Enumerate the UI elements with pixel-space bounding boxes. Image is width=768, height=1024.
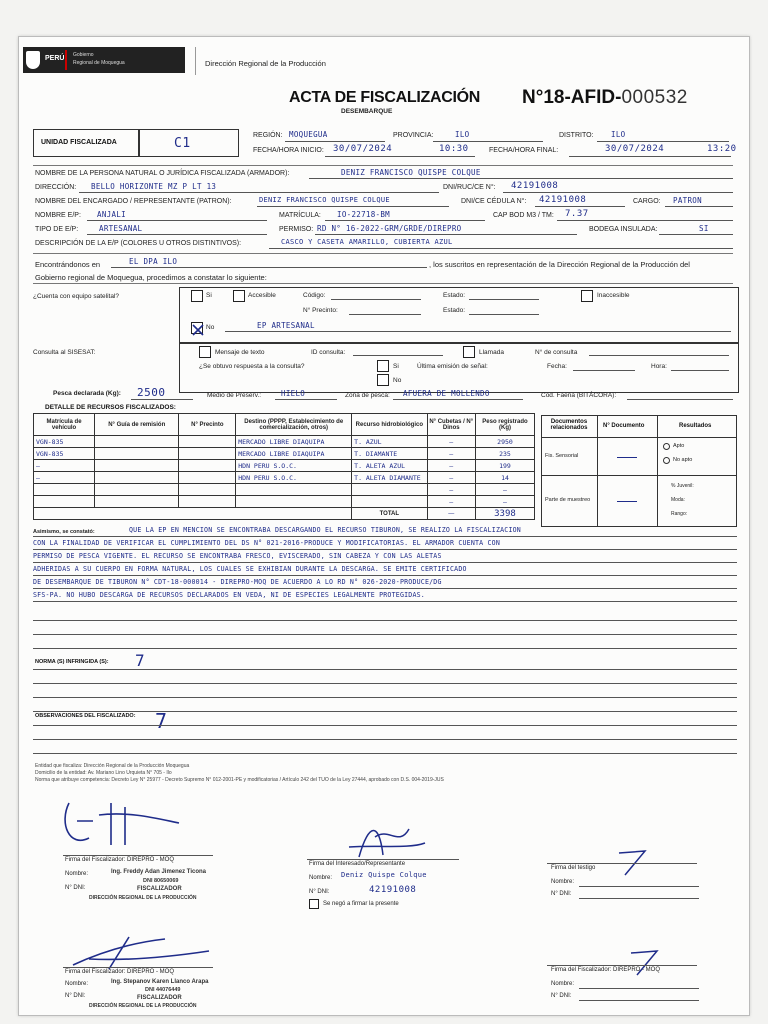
table-row	[34, 484, 535, 496]
cell-guia	[95, 460, 179, 472]
form-number-value: 000532	[621, 87, 688, 108]
manager-dni-label: DNI/CE CÉDULA N°:	[461, 198, 527, 205]
finding-line: PERMISO DE PESCA VIGENTE. EL RECURSO SE ENCONTRABA FRESCO, EVISCERADO, SIN CABEZA Y CON LAS ALETAS	[33, 552, 442, 560]
col-cub: N° Cubetas / N° Dinos	[427, 414, 475, 436]
fisc3-sign-label: Firma del Fiscalizador: DIREPRO - MOQ	[551, 967, 661, 973]
preserv-value: HIELO	[281, 389, 306, 398]
matricula-label: MATRÍCULA:	[279, 212, 321, 219]
satellite-si-label: Si	[206, 292, 212, 299]
refuse-checkbox[interactable]	[309, 899, 319, 909]
desc-label: DESCRIPCIÓN DE LA E/P (COLORES U OTROS DISTINTIVOS):	[35, 240, 242, 247]
intro-text-1: , los suscritos en representación de la Dirección Regional de la Producción del	[429, 260, 690, 269]
declared-value: 2500	[137, 386, 166, 399]
logo-peru-text: PERÚ	[45, 55, 65, 62]
fisc2-dni-label: N° DNI:	[65, 993, 86, 999]
hold-value: SI	[699, 224, 709, 233]
satellite-inaccesible-checkbox[interactable]	[581, 290, 593, 302]
cell-precinto	[179, 448, 236, 460]
finding-line: ADHERIDAS A SU CUERPO EN FORMA NATURAL, LOS CUALES SE EXHIBIAN DURANTE LA DESCARGA. SE EMITE CERTIFICADO	[33, 565, 467, 573]
manager-value: DENIZ FRANCISCO QUISPE COLQUE	[259, 196, 390, 204]
cell-precinto	[179, 484, 236, 496]
llamada-label: Llamada	[479, 349, 504, 356]
logo-gov-line2: Regional de Moquegua	[73, 60, 125, 66]
table-row	[34, 496, 535, 508]
intro-text-2: Gobierno regional de Moquegua, procedimos a constatar lo siguiente:	[35, 273, 267, 282]
cell-w: —	[475, 496, 534, 508]
satellite-question: ¿Cuenta con equipo satelital?	[33, 293, 120, 300]
found-value: EL DPA ILO	[129, 257, 178, 266]
cell-dest: MERCADO LIBRE DIAQUIPA	[236, 448, 352, 460]
vessel-label: NOMBRE E/P:	[35, 212, 81, 219]
obtuvo-si-checkbox[interactable]	[377, 360, 389, 372]
cell-cub: —	[427, 472, 475, 484]
codigo-label: Código:	[303, 292, 326, 299]
cell-dest	[236, 496, 352, 508]
address-value: BELLO HORIZONTE MZ P LT 13	[91, 182, 217, 191]
table-row	[34, 472, 535, 484]
rep-sign-label: Firma del Interesado/Representante	[309, 861, 406, 867]
satellite-no-label: No	[206, 324, 215, 331]
table-row	[34, 436, 535, 448]
faena-label: Cod. Faena (BITÁCORA):	[541, 392, 617, 399]
form-subtitle: DESEMBARQUE	[341, 108, 393, 115]
declared-label: Pesca declarada (Kg):	[53, 390, 121, 397]
cell-plate: —	[34, 472, 95, 484]
col-w: Peso registrado (Kg)	[475, 414, 534, 436]
fisc1-stamp-role: FISCALIZADOR	[137, 886, 182, 892]
finding-line: QUE LA EP EN MENCION SE ENCONTRABA DESCARGANDO EL RECURSO TIBURON, SE REALIZO LA FISCALIZACION	[129, 526, 521, 534]
region-value: MOQUEGUA	[289, 130, 328, 139]
cell-guia	[95, 472, 179, 484]
total-label: TOTAL	[352, 508, 427, 520]
witness-stroke	[615, 847, 655, 877]
satellite-accesible-checkbox[interactable]	[233, 290, 245, 302]
satellite-inaccesible-label: Inaccesible	[597, 292, 630, 299]
cell-dest: HDN PERU S.O.C.	[236, 460, 352, 472]
norma-label: NORMA (S) INFRINGIDA (S):	[35, 659, 109, 665]
results-header: Resultados	[679, 423, 712, 429]
sensorial-label: Fis. Sensorial	[545, 453, 579, 459]
fisc1-dni-label: N° DNI:	[65, 885, 86, 891]
hold-label: BODEGA INSULADA:	[589, 226, 658, 233]
zona-value: AFUERA DE MOLLENDO	[403, 389, 490, 398]
cell-plate	[34, 496, 95, 508]
form-number-prefix: N°18-AFID-	[522, 87, 622, 108]
end-label: FECHA/HORA FINAL:	[489, 147, 559, 154]
no-apto-label: No apto	[673, 457, 693, 463]
check-x-icon	[192, 324, 204, 336]
fisc1-name-label: Nombre:	[65, 871, 89, 877]
rango-label: Rango:	[671, 511, 688, 517]
mensaje-label: Mensaje de texto	[215, 349, 265, 356]
cell-plate: VGN-835	[34, 436, 95, 448]
cell-guia	[95, 436, 179, 448]
form-number	[522, 87, 688, 109]
cell-dest: MERCADO LIBRE DIAQUIPA	[236, 436, 352, 448]
rep-dni-value: 42191008	[369, 885, 417, 895]
footer-norm: Norma que atribuye competencia: Decreto Ley N° 25977 - Decreto Supremo N° 012-2001-PE y modificatorias / Artículo 242 del TUO de la Ley 27444, aprobado con D.S. 004-2019-JUS	[35, 777, 444, 783]
footer-entity: Entidad que fiscaliza: Dirección Regional de la Producción Moquegua	[35, 763, 190, 769]
province-value: ILO	[455, 130, 470, 139]
cell-w: 2950	[475, 436, 534, 448]
unit-label: UNIDAD FISCALIZADA	[41, 139, 117, 146]
total-cub: —	[427, 508, 475, 520]
manager-label: NOMBRE DEL ENCARGADO / REPRESENTANTE (PATRON):	[35, 198, 232, 205]
region-label: REGIÓN:	[253, 132, 283, 139]
dni-value: 42191008	[511, 181, 559, 191]
owner-value: DENIZ FRANCISCO QUISPE COLQUE	[341, 168, 481, 177]
no-apto-radio[interactable]	[663, 457, 670, 464]
finding-line: DE DESEMBARQUE DE TIBURON N° CDT-18-000014 - DIREPRO-MOQ DE ACUERDO A LO RD N° 026-2020-PRODUCE/DG	[33, 578, 442, 586]
direction-name: Dirección Regional de la Producción	[205, 59, 326, 68]
fisc2-name-label: Nombre:	[65, 981, 89, 987]
cell-precinto	[179, 436, 236, 448]
mensaje-checkbox[interactable]	[199, 346, 211, 358]
end-date: 30/07/2024	[605, 144, 665, 154]
cell-guia	[95, 484, 179, 496]
start-date: 30/07/2024	[333, 144, 393, 154]
cell-guia	[95, 496, 179, 508]
district-value: ILO	[611, 130, 626, 139]
end-time: 13:20	[707, 144, 737, 154]
type-label: TIPO DE E/P:	[35, 226, 79, 233]
cell-res: T. DIAMANTE	[352, 448, 427, 460]
witness-sign-label: Firma del testigo	[551, 865, 596, 871]
cell-plate: VGN-835	[34, 448, 95, 460]
cell-res	[352, 484, 427, 496]
fisc1-stamp-name: Ing. Freddy Adan Jimenez Ticona	[111, 869, 207, 875]
resources-table	[33, 413, 535, 520]
cell-plate	[34, 484, 95, 496]
satellite-accesible-label: Accesible	[248, 292, 276, 299]
fisc2-stamp-org: DIRECCIÓN REGIONAL DE LA PRODUCCIÓN	[89, 1003, 197, 1009]
muestreo-label: Parte de muestreo	[545, 497, 591, 503]
rep-name-value: Deniz Quispe Colque	[341, 871, 427, 879]
cell-cub: —	[427, 496, 475, 508]
zona-label: Zona de pesca:	[345, 392, 390, 399]
table-row	[34, 460, 535, 472]
rep-name-label: Nombre:	[309, 875, 333, 881]
cell-cub: —	[427, 460, 475, 472]
peru-shield-icon	[26, 51, 40, 69]
resources-title: DETALLE DE RECURSOS FISCALIZADOS:	[45, 404, 176, 411]
cell-res	[352, 496, 427, 508]
cell-dest: HDN PERU S.O.C.	[236, 472, 352, 484]
cell-guia	[95, 448, 179, 460]
cell-cub: —	[427, 484, 475, 496]
fisc2-stamp-name: Ing. Stepanov Karen Llanco Arapa	[111, 979, 209, 985]
cargo-label: CARGO:	[633, 198, 661, 205]
fisc2-stamp-dni: DNI 44076449	[145, 987, 181, 993]
form-title: ACTA DE FISCALIZACIÓN	[289, 89, 481, 106]
fisc3-dni-label: N° DNI:	[551, 993, 572, 999]
llamada-checkbox[interactable]	[463, 346, 475, 358]
satellite-no-note: EP ARTESANAL	[257, 321, 315, 330]
cell-dest	[236, 484, 352, 496]
docs-header: Documentos relacionados	[550, 419, 588, 431]
fisc2-sign-label: Firma del Fiscalizador: DIREPRO - MOQ	[65, 969, 175, 975]
vessel-value: ANJALI	[97, 210, 126, 219]
col-precinto: N° Precinto	[179, 414, 236, 436]
nconsulta-label: N° de consulta	[535, 349, 578, 356]
unit-value: C1	[174, 136, 191, 151]
fisc1-stamp-org: DIRECCIÓN REGIONAL DE LA PRODUCCIÓN	[89, 895, 197, 901]
fisc1-sign-label: Firma del Fiscalizador: DIREPRO - MOQ	[65, 857, 175, 863]
cell-precinto	[179, 460, 236, 472]
obtuvo-si-label: Si	[393, 363, 399, 370]
refuse-label: Se negó a firmar la presente	[323, 901, 399, 907]
cell-cub: —	[427, 436, 475, 448]
moda-label: Moda:	[671, 497, 685, 503]
finding-label: Asimismo, se constató:	[33, 529, 95, 535]
cell-precinto	[179, 496, 236, 508]
matricula-value: IO-22718-BM	[337, 210, 390, 219]
ndoc-header: N° Documento	[603, 423, 645, 429]
norma-stroke: 7	[135, 651, 146, 670]
obtuvo-no-checkbox[interactable]	[377, 374, 389, 386]
witness-dni-label: N° DNI:	[551, 891, 572, 897]
fiscalizer1-signature	[59, 793, 189, 853]
cell-precinto	[179, 472, 236, 484]
satellite-no-checkbox[interactable]	[191, 322, 203, 334]
cell-w: 235	[475, 448, 534, 460]
sisesat-label: Consulta al SISESAT:	[33, 349, 96, 356]
preserv-label: Medio de Preserv.:	[207, 392, 262, 399]
estado2-label: Estado:	[443, 307, 466, 314]
apto-label: Apto	[673, 443, 685, 449]
start-time: 10:30	[439, 144, 469, 154]
rep-dni-label: N° DNI:	[309, 889, 330, 895]
satellite-si-checkbox[interactable]	[191, 290, 203, 302]
permit-value: RD N° 16-2022-GRM/GRDE/DIREPRO	[317, 224, 462, 233]
col-plate: Matrícula de vehículo	[34, 414, 95, 436]
logo	[23, 47, 185, 73]
dni-label: DNI/RUC/CE N°:	[443, 184, 496, 191]
col-dest: Destino (PPPP, Establecimiento de comercialización, otros)	[236, 414, 352, 436]
obs-label: OBSERVACIONES DEL FISCALIZADO:	[35, 713, 136, 719]
total-row	[34, 508, 535, 520]
fecha-label: Fecha:	[547, 363, 567, 370]
permit-label: PERMISO:	[279, 226, 314, 233]
province-label: PROVINCIA:	[393, 132, 434, 139]
cell-res: T. ALETA AZUL	[352, 460, 427, 472]
precinto-label: N° Precinto:	[303, 307, 338, 314]
cell-plate: —	[34, 460, 95, 472]
capbod-label: CAP BOD M3 / TM:	[493, 212, 554, 219]
fisc3-name-label: Nombre:	[551, 981, 575, 987]
start-label: FECHA/HORA INICIO:	[253, 147, 324, 154]
cargo-value: PATRON	[673, 196, 702, 205]
obs-stroke: 7	[155, 709, 168, 733]
witness-name-label: Nombre:	[551, 879, 575, 885]
cell-res: T. AZUL	[352, 436, 427, 448]
found-label: Encontrándonos en	[35, 260, 101, 269]
desc-value: CASCO Y CASETA AMARILLO, CUBIERTA AZUL	[281, 238, 453, 246]
col-res: Recurso hidrobiológico	[352, 414, 427, 436]
district-label: DISTRITO:	[559, 132, 594, 139]
address-label: DIRECCIÓN:	[35, 184, 77, 191]
logo-gov-line1: Gobierno	[73, 52, 94, 58]
id-consulta-label: ID consulta:	[311, 349, 346, 356]
docs-box	[541, 415, 737, 527]
manager-dni-value: 42191008	[539, 195, 587, 205]
type-value: ARTESANAL	[99, 224, 143, 233]
footer-address: Domicilio de la entidad: Av. Mariano Lino Urquieta N° 705 - Ilo	[35, 770, 172, 776]
owner-label: NOMBRE DE LA PERSONA NATURAL O JURÍDICA FISCALIZADA (ARMADOR):	[35, 170, 290, 177]
obtuvo-no-label: No	[393, 377, 402, 384]
finding-line: CON LA FINALIDAD DE VERIFICAR EL CUMPLIMIENTO DEL DS N° 021-2016-PRODUCE Y MODIFICATORIAS. EL ARMADOR CUENTA CON	[33, 539, 501, 547]
estado-label: Estado:	[443, 292, 466, 299]
obtuvo-label: ¿Se obtuvo respuesta a la consulta?	[199, 363, 305, 370]
apto-radio[interactable]	[663, 443, 670, 450]
finding-line: SFS-PA. NO HUBO DESCARGA DE RECURSOS DECLARADOS EN VEDA, NI DE ESPECIES LEGALMENTE PROTEGIDAS.	[33, 591, 425, 599]
table-row	[34, 448, 535, 460]
total-value: 3398	[475, 508, 534, 520]
cell-w: —	[475, 484, 534, 496]
capbod-value: 7.37	[565, 209, 589, 219]
ultima-label: Última emisión de señal:	[417, 363, 488, 370]
fisc1-stamp-dni: DNI 80650069	[143, 878, 179, 884]
cell-res: T. ALETA DIAMANTE	[352, 472, 427, 484]
fisc2-stamp-role: FISCALIZADOR	[137, 995, 182, 1001]
juvenil-label: % Juvenil:	[671, 483, 694, 489]
hora-label: Hora:	[651, 363, 667, 370]
cell-w: 199	[475, 460, 534, 472]
representative-signature	[339, 817, 429, 861]
inspection-form	[18, 36, 750, 1016]
col-guia: N° Guía de remisión	[95, 414, 179, 436]
cell-w: 14	[475, 472, 534, 484]
cell-cub: —	[427, 448, 475, 460]
